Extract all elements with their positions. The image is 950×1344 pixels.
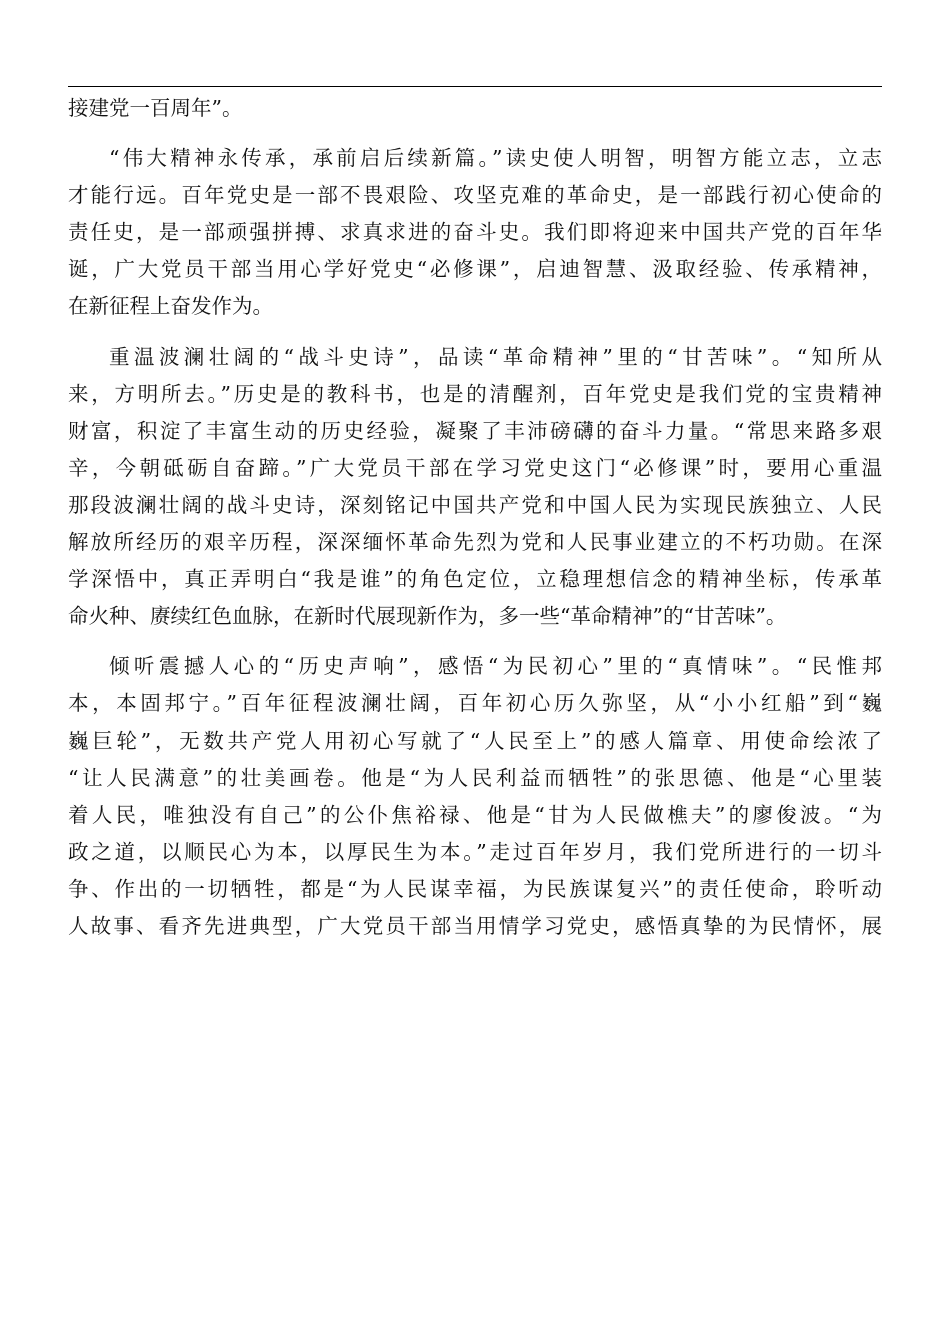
paragraph-great-spirit (68, 140, 882, 325)
text-line: 财富，积淀了丰富生动的历史经验，凝聚了丰沛磅礴的奋斗力量。“常思来路多艰 (68, 418, 882, 443)
text-line: “伟大精神永传承，承前启后续新篇。”读史使人明智，明智方能立志，立志 (109, 146, 882, 171)
text-line: 政之道，以顺民心为本，以厚民生为本。”走过百年岁月，我们党所进行的一切斗 (68, 839, 882, 864)
text-line: 来，方明所去。”历史是的教科书，也是的清醒剂，百年党史是我们党的宝贵精神 (68, 381, 882, 406)
text-line: 人故事、看齐先进典型，广大党员干部当用情学习党史，感悟真挚的为民情怀，展 (68, 913, 882, 938)
header-rule (68, 86, 882, 87)
text-line: 诞，广大党员干部当用心学好党史“必修课”，启迪智慧、汲取经验、传承精神， (68, 257, 882, 282)
text-line: 接建党一百周年”。 (68, 96, 243, 120)
paragraph-historical-voice (68, 648, 882, 945)
text-line: 才能行远。百年党史是一部不畏艰险、攻坚克难的革命史，是一部践行初心使命的 (68, 183, 882, 208)
text-line: 倾听震撼人心的“历史声响”，感悟“为民初心”里的“真情味”。“民惟邦 (109, 654, 882, 679)
text-line: 巍巨轮”，无数共产党人用初心写就了“人民至上”的感人篇章、用使命绘浓了 (68, 728, 882, 753)
text-line: 在新征程上奋发作为。 (68, 294, 273, 319)
text-line: 学深悟中，真正弄明白“我是谁”的角色定位，立稳理想信念的精神坐标，传承革 (68, 567, 882, 592)
text-line: 着人民，唯独没有自己”的公仆焦裕禄、他是“甘为人民做樵夫”的廖俊波。“为 (68, 802, 882, 827)
text-line: 责任史，是一部顽强拼搏、求真求进的奋斗史。我们即将迎来中国共产党的百年华 (68, 220, 882, 245)
text-line: 解放所经历的艰辛历程，深深缅怀革命先烈为党和人民事业建立的不朽功勋。在深 (68, 530, 882, 555)
text-line: 命火种、赓续红色血脉，在新时代展现新作为，多一些“革命精神”的“甘苦味”。 (68, 604, 787, 629)
paragraph-battle-epic (68, 339, 882, 636)
text-line: 辛，今朝砥砺自奋蹄。”广大党员干部在学习党史这门“必修课”时，要用心重温 (68, 455, 882, 480)
document-body (68, 90, 882, 945)
text-line: 那段波澜壮阔的战斗史诗，深刻铭记中国共产党和中国人民为实现民族独立、人民 (68, 492, 882, 517)
text-line: 本，本固邦宁。”百年征程波澜壮阔，百年初心历久弥坚，从“小小红船”到“巍 (68, 691, 882, 716)
text-line: “让人民满意”的壮美画卷。他是“为人民利益而牺牲”的张思德、他是“心里装 (68, 765, 882, 790)
paragraph-continuation (68, 90, 882, 127)
text-line: 重温波澜壮阔的“战斗史诗”，品读“革命精神”里的“甘苦味”。“知所从 (109, 344, 882, 369)
text-line: 争、作出的一切牺牲，都是“为人民谋幸福，为民族谋复兴”的责任使命，聆听动 (68, 876, 882, 901)
